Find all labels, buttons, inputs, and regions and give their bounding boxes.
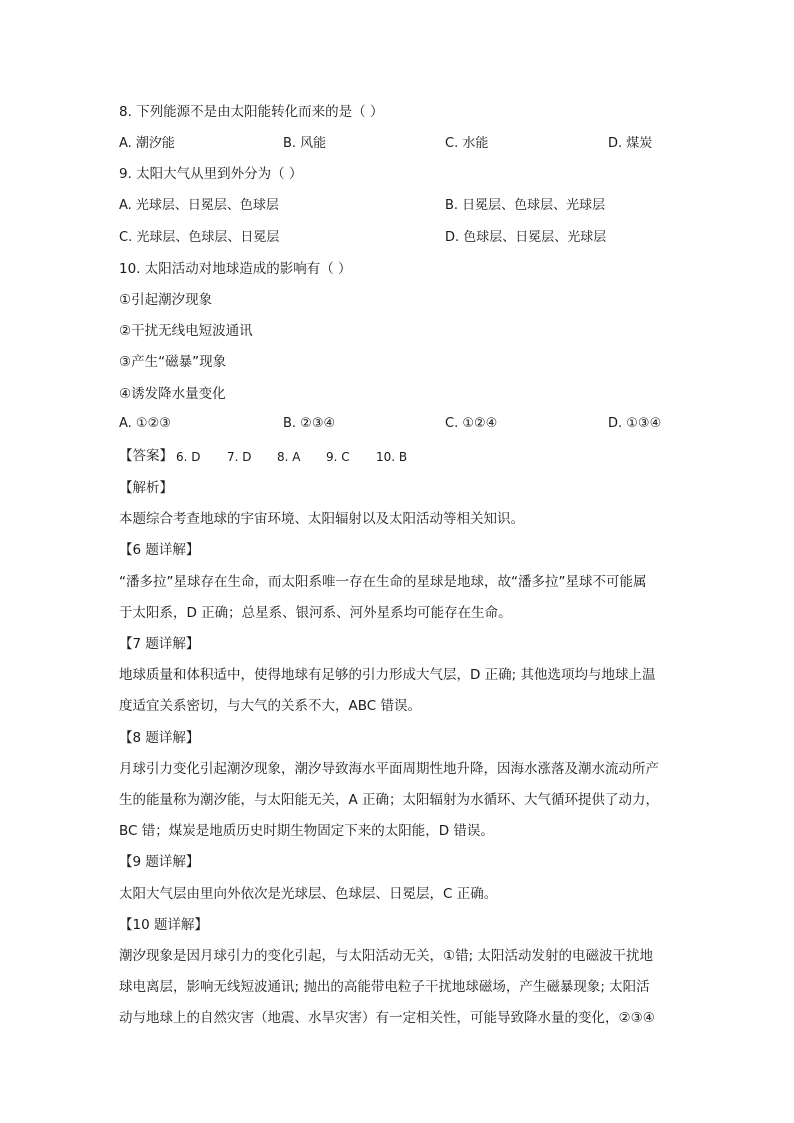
detail-6-line-2: 于太阳系，D 正确；总星系、银河系、河外星系均可能存在生命。 bbox=[119, 605, 512, 621]
detail-7-title: 【7 题详解】 bbox=[119, 636, 200, 652]
q10-item-2: ②干扰无线电短波通讯 bbox=[119, 323, 253, 339]
detail-10-title: 【10 题详解】 bbox=[119, 917, 208, 933]
q10-option-a: A. ①②③ bbox=[119, 416, 171, 431]
detail-8-title: 【8 题详解】 bbox=[119, 730, 200, 746]
q8-option-c: C. 水能 bbox=[445, 136, 489, 151]
answer-8: 8. A bbox=[277, 450, 301, 464]
detail-10-line-3: 动与地球上的自然灾害（地震、水旱灾害）有一定相关性，可能导致降水量的变化，②③④ bbox=[119, 1010, 655, 1026]
answer-6: 6. D bbox=[176, 450, 201, 464]
q8-stem: 8. 下列能源不是由太阳能转化而来的是（ ） bbox=[119, 104, 384, 120]
q9-stem: 9. 太阳大气从里到外分为（ ） bbox=[119, 166, 303, 182]
q9-option-d: D. 色球层、日冕层、光球层 bbox=[445, 230, 607, 245]
detail-7-line-1: 地球质量和体积适中，使得地球有足够的引力形成大气层，D 正确; 其他选项均与地球上温 bbox=[119, 667, 656, 683]
detail-10-line-1: 潮汐现象是因月球引力的变化引起，与太阳活动无关，①错; 太阳活动发射的电磁波干扰地 bbox=[119, 948, 653, 964]
detail-8-line-2: 生的能量称为潮汐能，与太阳能无关，A 正确；太阳辐射为水循环、大气循环提供了动力， bbox=[119, 792, 660, 808]
detail-8-line-3: BC 错；煤炭是地质历史时期生物固定下来的太阳能，D 错误。 bbox=[119, 823, 494, 839]
q10-option-c: C. ①②④ bbox=[445, 416, 498, 431]
detail-7-line-2: 度适宜关系密切，与大气的关系不大，ABC 错误。 bbox=[119, 698, 421, 714]
detail-8-line-1: 月球引力变化引起潮汐现象，潮汐导致海水平面周期性地升降，因海水涨落及潮水流动所产 bbox=[119, 761, 659, 777]
answer-label: 【答案】 bbox=[119, 448, 173, 464]
answer-9: 9. C bbox=[326, 450, 350, 464]
q8-option-a: A. 潮汐能 bbox=[119, 136, 175, 151]
q10-option-b: B. ②③④ bbox=[283, 416, 336, 431]
detail-9-line-1: 太阳大气层由里向外依次是光球层、色球层、日冕层，C 正确。 bbox=[119, 886, 498, 902]
q9-option-a: A. 光球层、日冕层、色球层 bbox=[119, 198, 279, 213]
detail-9-title: 【9 题详解】 bbox=[119, 854, 200, 870]
q10-item-3: ③产生“磁暴”现象 bbox=[119, 354, 227, 370]
q8-option-d: D. 煤炭 bbox=[608, 136, 653, 151]
answer-10: 10. B bbox=[376, 450, 408, 464]
q10-item-1: ①引起潮汐现象 bbox=[119, 292, 213, 308]
q10-item-4: ④诱发降水量变化 bbox=[119, 386, 226, 402]
detail-6-line-1: “潘多拉”星球存在生命，而太阳系唯一存在生命的星球是地球，故“潘多拉”星球不可能属 bbox=[119, 574, 647, 590]
q9-option-b: B. 日冕层、色球层、光球层 bbox=[445, 198, 606, 213]
detail-10-line-2: 球电离层，影响无线短波通讯; 抛出的高能带电粒子干扰地球磁场，产生磁暴现象; 太阳活 bbox=[119, 979, 650, 995]
detail-6-title: 【6 题详解】 bbox=[119, 542, 200, 558]
answer-7: 7. D bbox=[227, 450, 252, 464]
analysis-label: 【解析】 bbox=[119, 480, 173, 496]
q9-option-c: C. 光球层、色球层、日冕层 bbox=[119, 230, 280, 245]
q8-option-b: B. 风能 bbox=[283, 136, 327, 151]
q10-stem: 10. 太阳活动对地球造成的影响有（ ） bbox=[119, 261, 352, 277]
analysis-text: 本题综合考查地球的宇宙环境、太阳辐射以及太阳活动等相关知识。 bbox=[119, 511, 524, 527]
q10-option-d: D. ①③④ bbox=[608, 416, 662, 431]
